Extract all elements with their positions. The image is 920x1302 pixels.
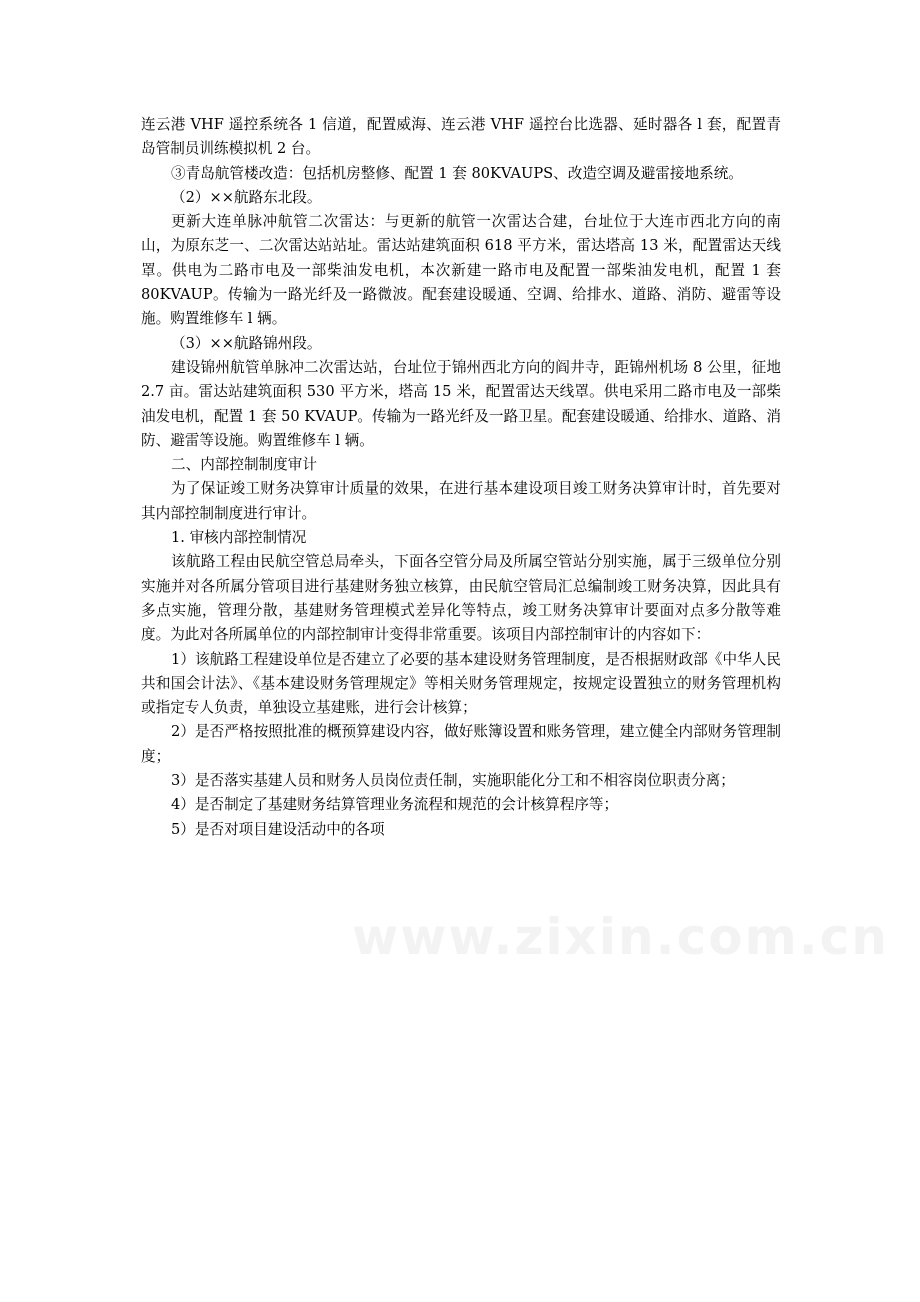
watermark: www.zixin.com.cn <box>352 908 889 966</box>
section-heading: （3）××航路锦州段。 <box>171 334 322 352</box>
list-item: 1）该航路工程建设单位是否建立了必要的基本建设财务管理制度，是否根据财政部《中华人民共和国会计法》、《基本建设财务管理规定》等相关财务管理规定，按规定设置独立的财务管理机构或指定专人负责，单独设立基建账，进行会计核算； <box>141 650 781 717</box>
paragraph: 连云港 VHF 遥控系统各 1 信道，配置威海、连云港 VHF 遥控台比选器、延时器各 l 套，配置青岛管制员训练模拟机 2 台。 <box>141 116 781 158</box>
paragraph: 更新大连单脉冲航管二次雷达：与更新的航管一次雷达合建，台址位于大连市西北方向的南山，为原东芝一、二次雷达站站址。雷达站建筑面积 618 平方米，雷达塔高 13 米，配置雷达天线罩。供电为二路市电及一部柴油发电机，本次新建一路市电及配置一部柴油发电机，配置 1 套 80KVAUP。传输为一路光纤及一路微波。配套建设暖通、空调、给排水、道路、消防、避雷等设施。购置维修车 l 辆。 <box>141 213 781 328</box>
paragraph: 建设锦州航管单脉冲二次雷达站，台址位于锦州西北方向的阎井寺，距锦州机场 8 公里，征地 2.7 亩。雷达站建筑面积 530 平方米，塔高 15 米，配置雷达天线罩。供电采用二路市电及一部柴油发电机，配置 1 套 50 KVAUP。传输为一路光纤及一路卫星。配套建设暖通、给排水、道路、消防、避雷等设施。购置维修车 l 辆。 <box>141 358 781 449</box>
paragraph: 该航路工程由民航空管总局牵头，下面各空管分局及所属空管站分别实施，属于三级单位分别实施并对各所属分管项目进行基建财务独立核算，由民航空管局汇总编制竣工财务决算，因此具有多点实施，管理分散，基建财务管理模式差异化等特点，竣工财务决算审计要面对点多分散等难度。为此对各所属单位的内部控制审计变得非常重要。该项目内部控制审计的内容如下： <box>141 553 781 644</box>
list-item: 2）是否严格按照批准的概预算建设内容，做好账簿设置和账务管理，建立健全内部财务管理制度； <box>141 723 781 765</box>
list-item: 4）是否制定了基建财务结算管理业务流程和规范的会计核算程序等； <box>171 796 619 814</box>
list-item: 5）是否对项目建设活动中的各项 <box>171 820 385 838</box>
section-heading: 1. 审核内部控制情况 <box>171 529 307 547</box>
paragraph: ③青岛航管楼改造：包括机房整修、配置 1 套 80KVAUPS、改造空调及避雷接地系统。 <box>171 164 743 182</box>
list-item: 3）是否落实基建人员和财务人员岗位责任制，实施职能化分工和不相容岗位职责分离； <box>171 772 735 790</box>
section-heading: 二、内部控制制度审计 <box>171 456 317 474</box>
document-body <box>141 113 781 842</box>
paragraph: 为了保证竣工财务决算审计质量的效果，在进行基本建设项目竣工财务决算审计时，首先要对其内部控制制度进行审计。 <box>141 480 781 522</box>
section-heading: （2）××航路东北段。 <box>171 188 322 206</box>
